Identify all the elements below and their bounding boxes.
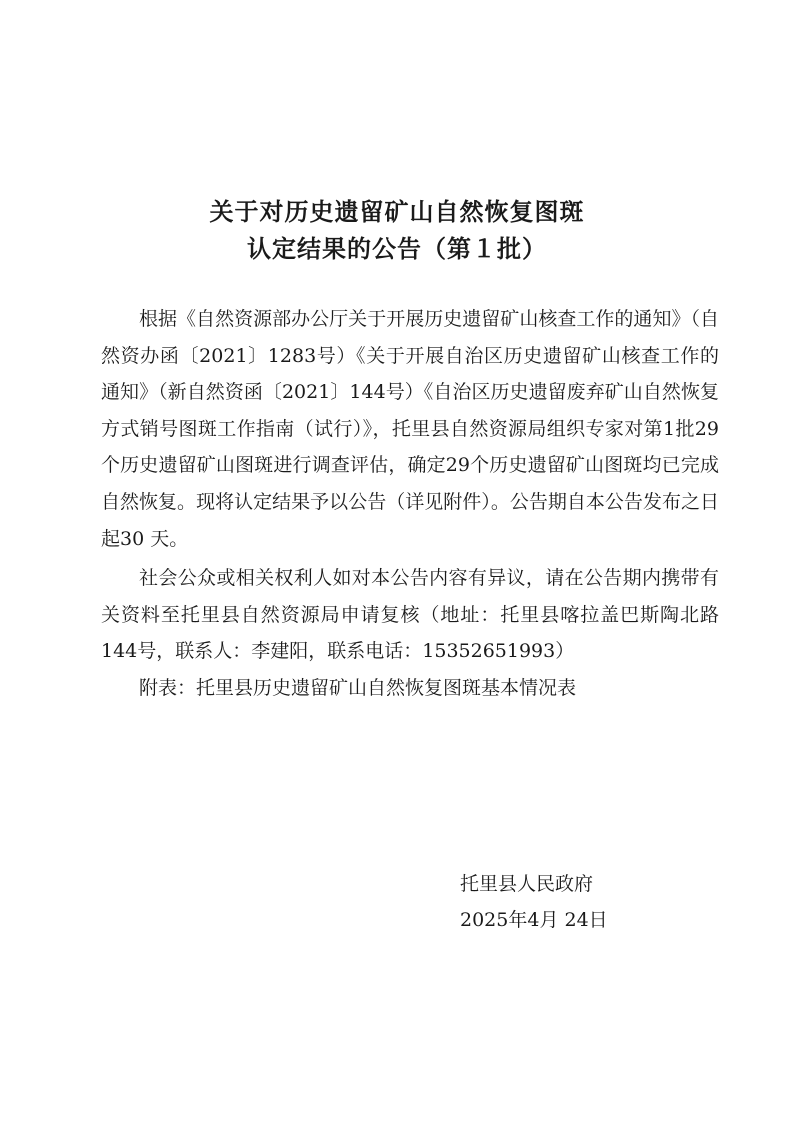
document-title-line-2: 认定结果的公告（第１批）: [247, 234, 547, 263]
paragraph-attachment: 附表：托里县历史遗留矿山自然恢复图斑基本情况表: [139, 676, 577, 699]
signature-organization: 托里县人民政府: [460, 873, 594, 895]
document-body: [101, 301, 719, 707]
document-title-line-1: 关于对历史遗留矿山自然恢复图斑: [209, 197, 585, 226]
signature-date: 2025年4月 24日: [460, 909, 608, 931]
paragraph-objection: 社会公众或相关权利人如对本公告内容有异议，请在公告期内携带有关资料至托里县自然资源局申请复核（地址：托里县喀拉盖巴斯陶北路144号，联系人：李建阳，联系电话：15352651993）: [101, 567, 719, 663]
paragraph-basis: 根据《自然资源部办公厅关于开展历史遗留矿山核查工作的通知》（自然资办函〔2021〕1283号）《关于开展自治区历史遗留矿山核查工作的通知》（新自然资函〔2021〕144号）《自治区历史遗留废弃矿山自然恢复方式销号图斑工作指南（试行）》，托里县自然资源局组织专家对第1批29个历史遗留矿山图斑进行调查评估，确定29个历史遗留矿山图斑均已完成自然恢复。现将认定结果予以公告（详见附件）。公告期自本公告发布之日起30 天。: [101, 308, 719, 550]
